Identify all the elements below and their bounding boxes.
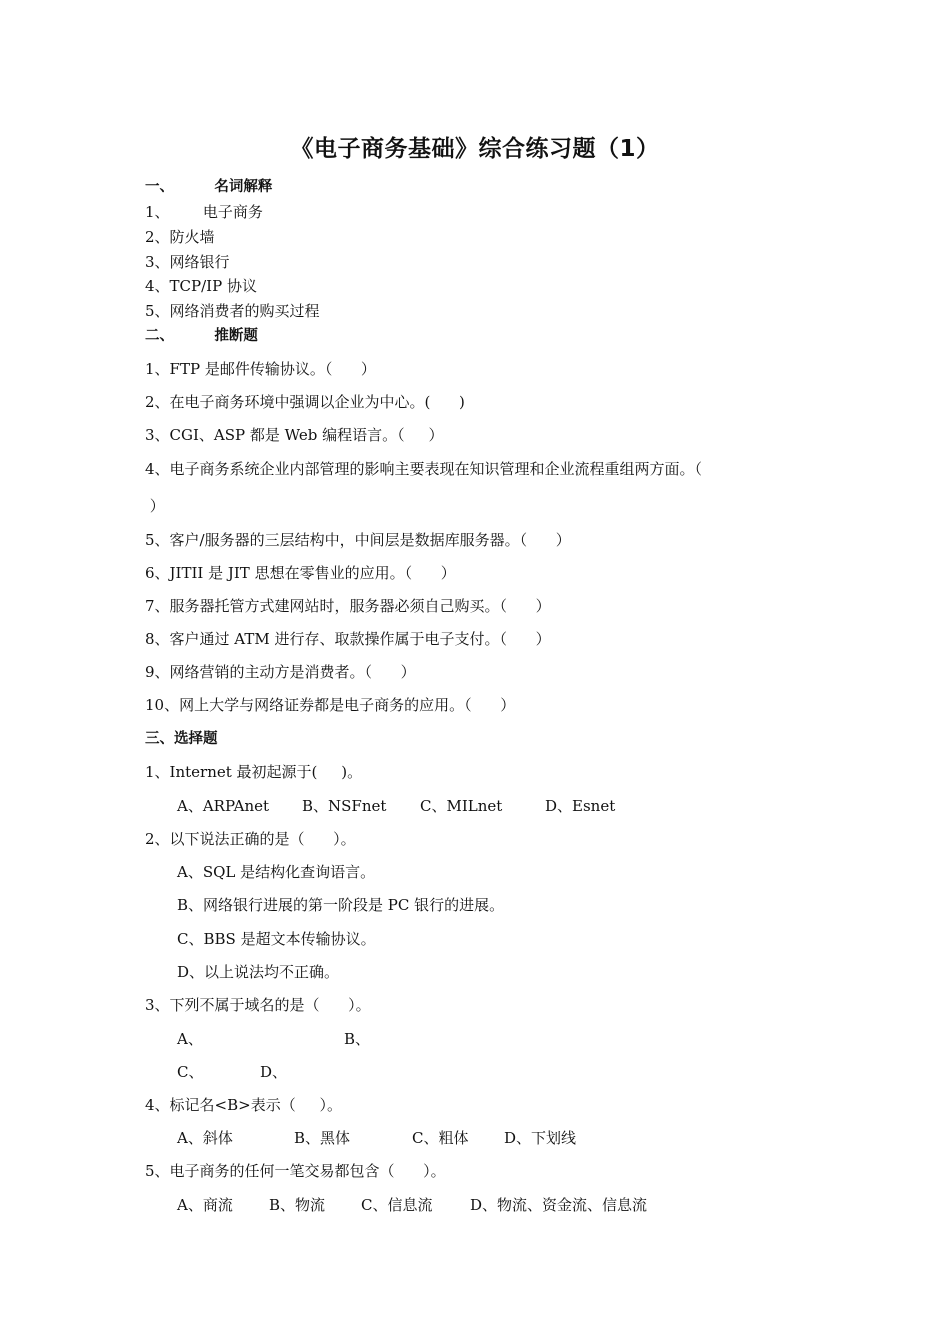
option-d: D、以上说法均不正确。 bbox=[177, 963, 340, 981]
option-b: B、物流 bbox=[269, 1196, 326, 1214]
option-c: C、BBS 是超文本传输协议。 bbox=[177, 930, 376, 948]
option-a: A、 bbox=[177, 1030, 203, 1048]
term-item: 4、TCP/IP 协议 bbox=[145, 277, 257, 295]
judgement-item: 1、FTP 是邮件传输协议。（ ） bbox=[145, 360, 376, 378]
option-a: A、商流 bbox=[177, 1196, 233, 1214]
option-b: B、NSFnet bbox=[302, 797, 387, 815]
section-heading-judgement: 二、 推断题 bbox=[145, 328, 258, 344]
term-item: 3、网络银行 bbox=[145, 253, 230, 271]
term-item: 2、防火墙 bbox=[145, 228, 215, 246]
term-item: 5、网络消费者的购买过程 bbox=[145, 302, 320, 320]
option-c: C、MILnet bbox=[420, 797, 503, 815]
option-a: A、ARPAnet bbox=[177, 797, 270, 815]
option-c: C、信息流 bbox=[361, 1196, 433, 1214]
judgement-item: 2、在电子商务环境中强调以企业为中心。( ) bbox=[145, 393, 465, 411]
question-stem: 4、标记名<B>表示（ ）。 bbox=[145, 1096, 343, 1114]
judgement-item: 4、电子商务系统企业内部管理的影响主要表现在知识管理和企业流程重组两方面。（ bbox=[145, 460, 703, 478]
judgement-item: 8、客户通过 ATM 进行存、取款操作属于电子支付。（ ） bbox=[145, 630, 551, 648]
option-a: A、斜体 bbox=[177, 1129, 233, 1147]
judgement-item: 9、网络营销的主动方是消费者。（ ） bbox=[145, 663, 416, 681]
option-d: D、下划线 bbox=[504, 1129, 577, 1147]
judgement-item: 3、CGI、ASP 都是 Web 编程语言。（ ） bbox=[145, 426, 444, 444]
question-stem: 3、下列不属于域名的是（ ）。 bbox=[145, 996, 371, 1014]
option-c: C、粗体 bbox=[412, 1129, 469, 1147]
document-title: 《电子商务基础》综合练习题（1） bbox=[290, 136, 660, 162]
option-b: B、 bbox=[344, 1030, 371, 1048]
judgement-item: 10、网上大学与网络证券都是电子商务的应用。（ ） bbox=[145, 696, 516, 714]
term-item: 1、 电子商务 bbox=[145, 203, 263, 221]
section-heading-terms: 一、 名词解释 bbox=[145, 179, 273, 195]
section-heading-choice: 三、选择题 bbox=[145, 731, 218, 747]
judgement-item: 5、客户/服务器的三层结构中，中间层是数据库服务器。（ ） bbox=[145, 531, 571, 549]
option-d: D、物流、资金流、信息流 bbox=[470, 1196, 648, 1214]
judgement-item-continuation: ） bbox=[145, 497, 165, 515]
question-stem: 5、电子商务的任何一笔交易都包含（ ）。 bbox=[145, 1162, 446, 1180]
option-d: D、Esnet bbox=[545, 797, 616, 815]
option-d: D、 bbox=[260, 1063, 288, 1081]
question-stem: 2、以下说法正确的是（ ）。 bbox=[145, 830, 356, 848]
question-stem: 1、Internet 最初起源于( )。 bbox=[145, 763, 363, 781]
option-c: C、 bbox=[177, 1063, 204, 1081]
option-b: B、网络银行进展的第一阶段是 PC 银行的进展。 bbox=[177, 896, 505, 914]
judgement-item: 7、服务器托管方式建网站时，服务器必须自己购买。（ ） bbox=[145, 597, 551, 615]
option-a: A、SQL 是结构化查询语言。 bbox=[177, 863, 376, 881]
judgement-item: 6、JITII 是 JIT 思想在零售业的应用。（ ） bbox=[145, 564, 456, 582]
option-b: B、黑体 bbox=[294, 1129, 351, 1147]
